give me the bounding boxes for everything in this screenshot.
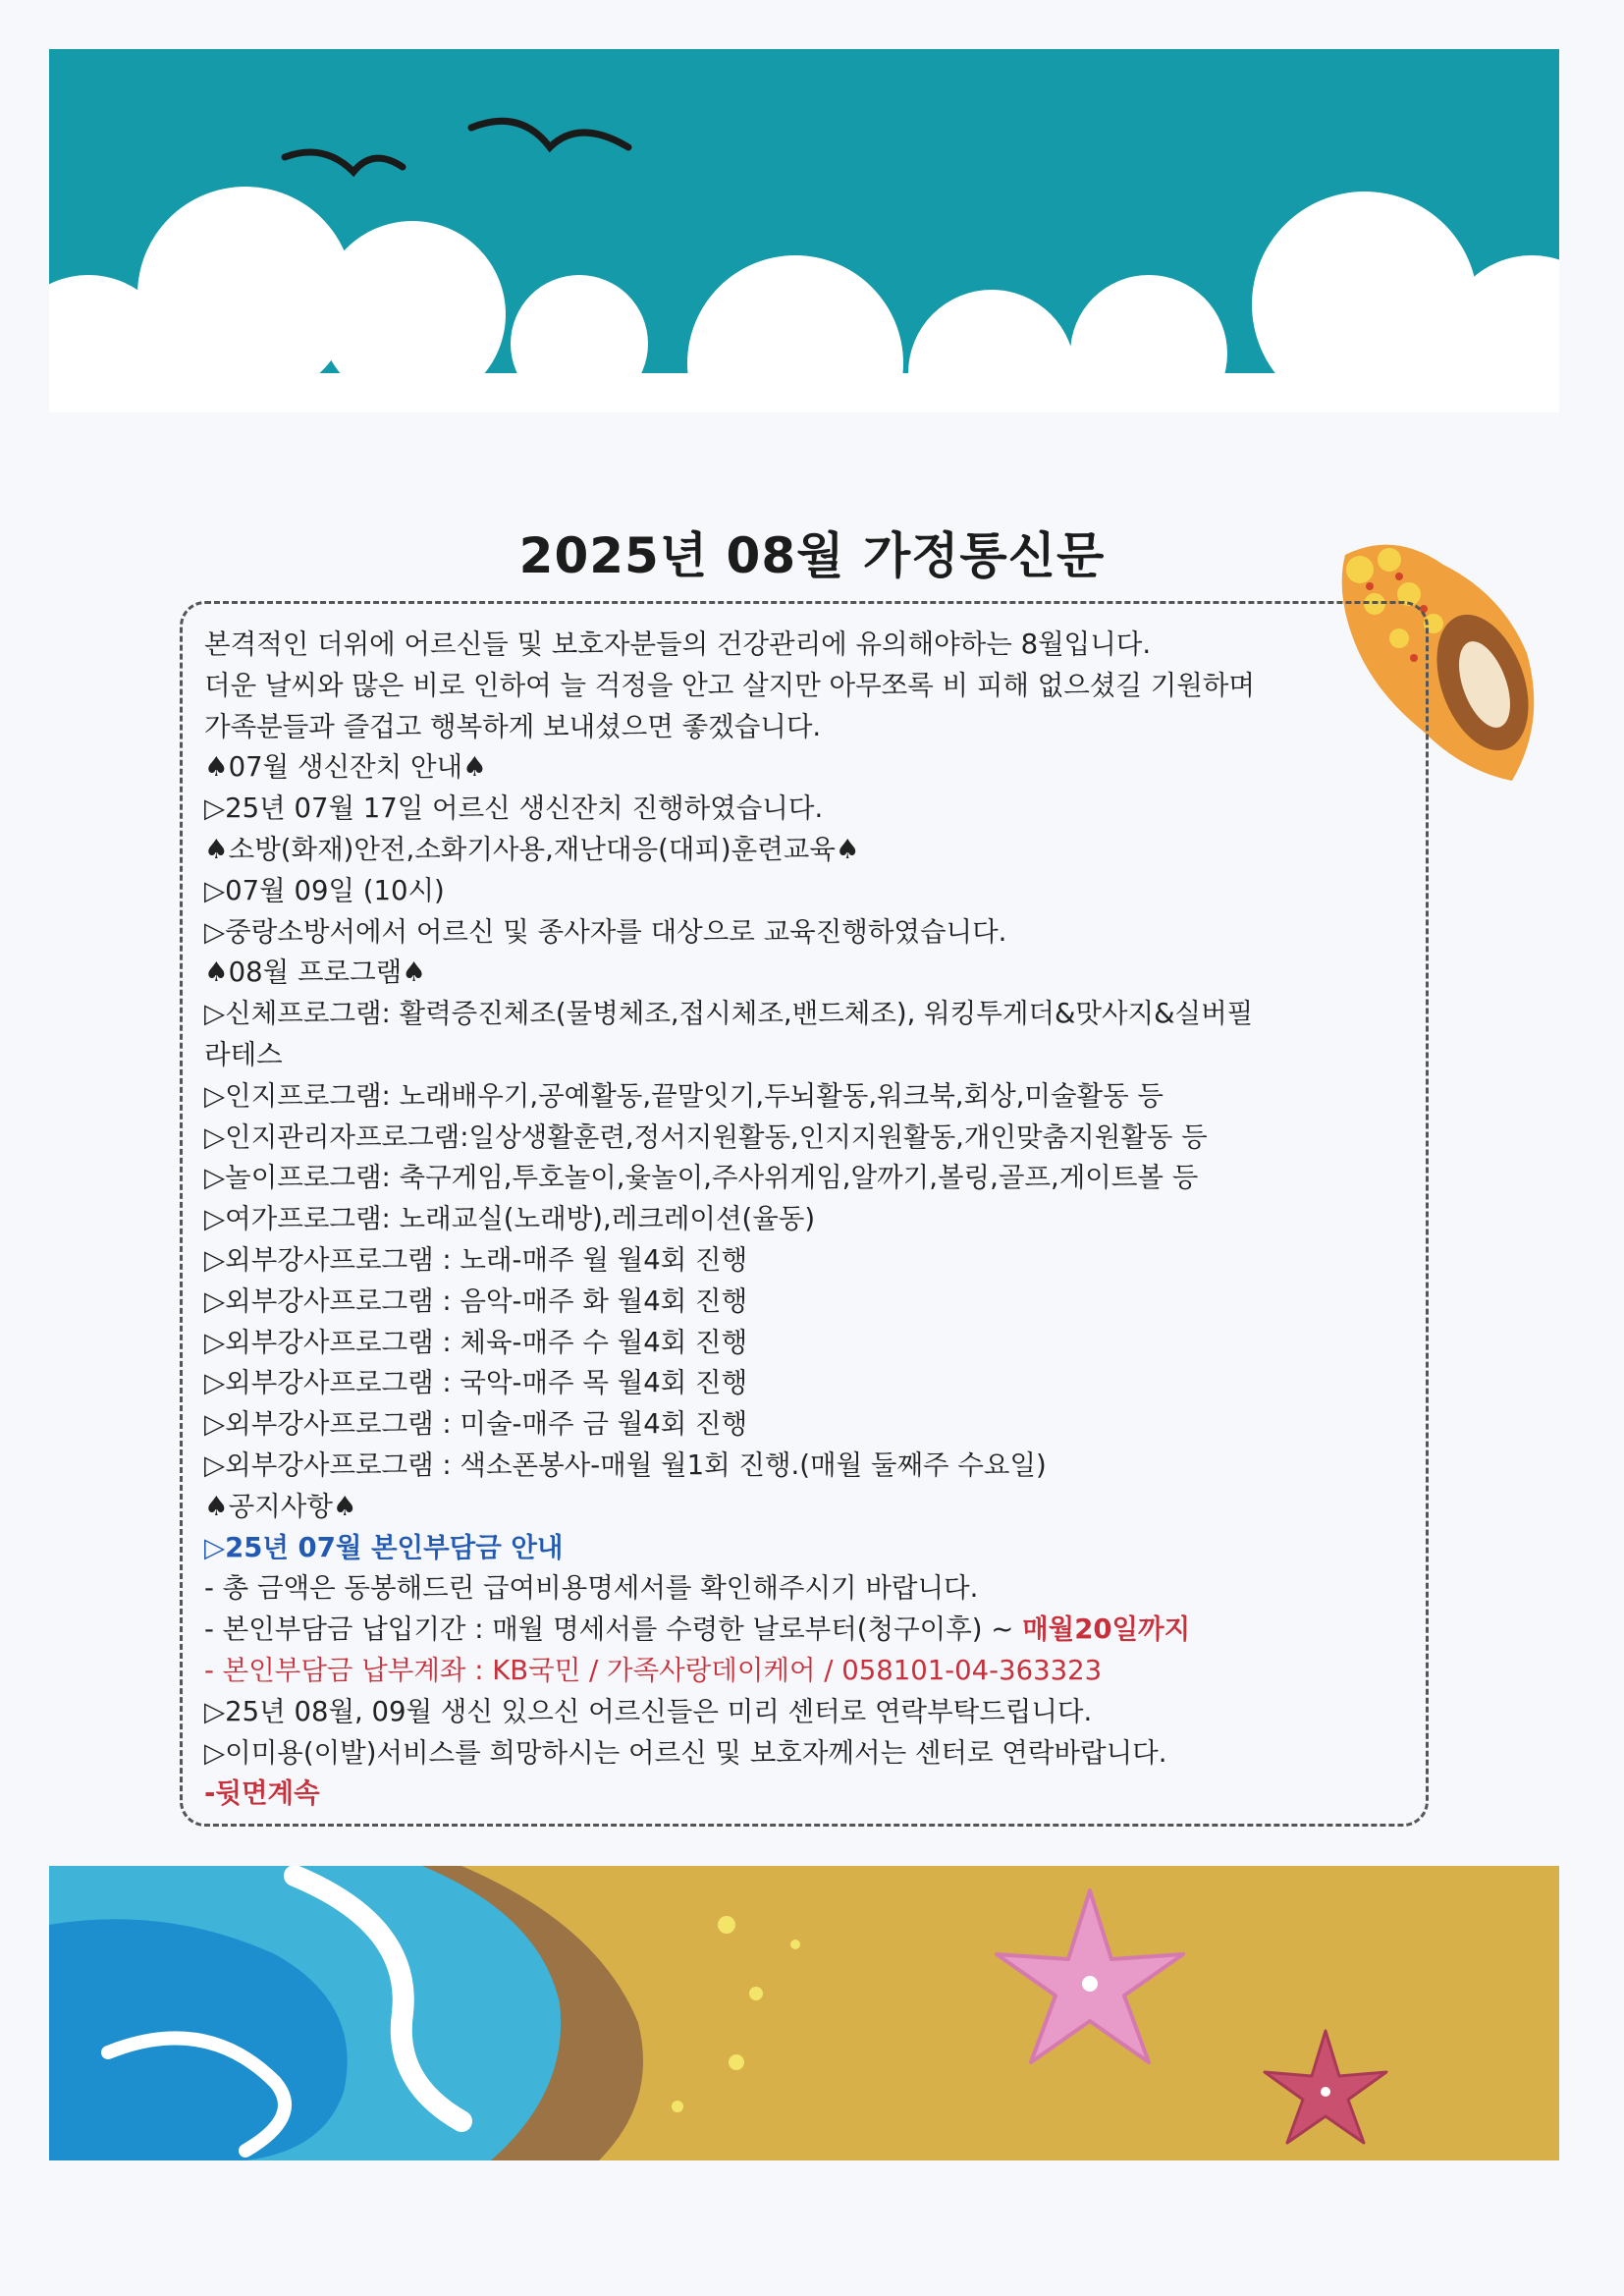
program-physical: ▷신체프로그램: 활력증진체조(물병체조,접시체조,밴드체조), 워킹투게더&맛사지&실버필 xyxy=(204,998,1254,1030)
program-cognitive: ▷인지프로그램: 노래배우기,공예활동,끝말잇기,두뇌활동,워크북,회상,미술활동 등 xyxy=(204,1079,1164,1112)
birthday-item: ▷25년 07월 17일 어르신 생신잔치 진행하였습니다. xyxy=(204,793,824,825)
program-physical-cont: 라테스 xyxy=(204,1038,283,1070)
haircut-contact: ▷이미용(이발)서비스를 희망하시는 어르신 및 보호자께서는 센터로 연락바랍니다. xyxy=(204,1736,1167,1769)
program-external-art: ▷외부강사프로그램 : 미술-매주 금 월4회 진행 xyxy=(204,1408,748,1441)
birthday-section-heading: ♠07월 생신잔치 안내♠ xyxy=(204,751,487,784)
continued-note: -뒷면계속 xyxy=(204,1777,320,1810)
program-cognitive-manager: ▷인지관리자프로그램:일상생활훈련,정서지원활동,인지지원활동,개인맞춤지원활동 등 xyxy=(204,1121,1208,1153)
notice-content xyxy=(204,625,1432,1815)
intro-line-2: 더운 날씨와 많은 비로 인하여 늘 걱정을 안고 살지만 아무쪼록 비 피해 없으셨길 기원하며 xyxy=(204,669,1255,701)
beach-illustration xyxy=(49,1866,1559,2160)
program-external-music: ▷외부강사프로그램 : 음악-매주 화 월4회 진행 xyxy=(204,1285,748,1317)
fire-safety-date: ▷07월 09일 (10시) xyxy=(204,874,445,906)
program-external-gugak: ▷외부강사프로그램 : 국악-매주 목 월4회 진행 xyxy=(204,1367,748,1399)
program-leisure: ▷여가프로그램: 노래교실(노래방),레크레이션(율동) xyxy=(204,1203,816,1235)
birthday-contact: ▷25년 08월, 09월 생신 있으신 어르신들은 미리 센터로 연락부탁드립니다. xyxy=(204,1695,1093,1727)
intro-line-1: 본격적인 더위에 어르신들 및 보호자분들의 건강관리에 유의해야하는 8월입니다. xyxy=(204,629,1152,660)
page-title: 2025년 08월 가정통신문 xyxy=(518,527,1106,584)
beach-banner xyxy=(49,1866,1559,2160)
program-external-saxophone: ▷외부강사프로그램 : 색소폰봉사-매월 월1회 진행.(매월 둘째주 수요일) xyxy=(204,1449,1047,1481)
sky-illustration xyxy=(49,49,1559,412)
copay-account: - 본인부담금 납부계좌 : KB국민 / 가족사랑데이케어 / 058101-04-363323 xyxy=(204,1654,1103,1686)
program-external-pe: ▷외부강사프로그램 : 체육-매주 수 월4회 진행 xyxy=(204,1326,748,1358)
copay-total: - 총 금액은 동봉해드린 급여비용명세서를 확인해주시기 바랍니다. xyxy=(204,1572,979,1605)
program-play: ▷놀이프로그램: 축구게임,투호놀이,윷놀이,주사위게임,알까기,볼링,골프,게이트볼 등 xyxy=(204,1162,1199,1194)
program-external-music-singing: ▷외부강사프로그램 : 노래-매주 월 월4회 진행 xyxy=(204,1243,748,1276)
program-section-heading: ♠08월 프로그램♠ xyxy=(204,957,426,989)
copay-period xyxy=(204,1610,1432,1651)
fire-safety-section-heading: ♠소방(화재)안전,소화기사용,재난대응(대피)훈련교육♠ xyxy=(204,833,860,865)
notice-section-heading: ♠공지사항♠ xyxy=(204,1490,357,1522)
copay-heading: ▷25년 07월 본인부담금 안내 xyxy=(204,1531,564,1563)
sky-banner xyxy=(49,49,1559,412)
copay-deadline: 매월20일까지 xyxy=(1022,1613,1191,1646)
copay-period-text: - 본인부담금 납입기간 : 매월 명세서를 수령한 날로부터(청구이후) ~ xyxy=(204,1613,1023,1646)
fire-safety-item: ▷중랑소방서에서 어르신 및 종사자를 대상으로 교육진행하였습니다. xyxy=(204,915,1007,948)
intro-line-3: 가족분들과 즐겁고 행복하게 보내셨으면 좋겠습니다. xyxy=(204,710,822,742)
